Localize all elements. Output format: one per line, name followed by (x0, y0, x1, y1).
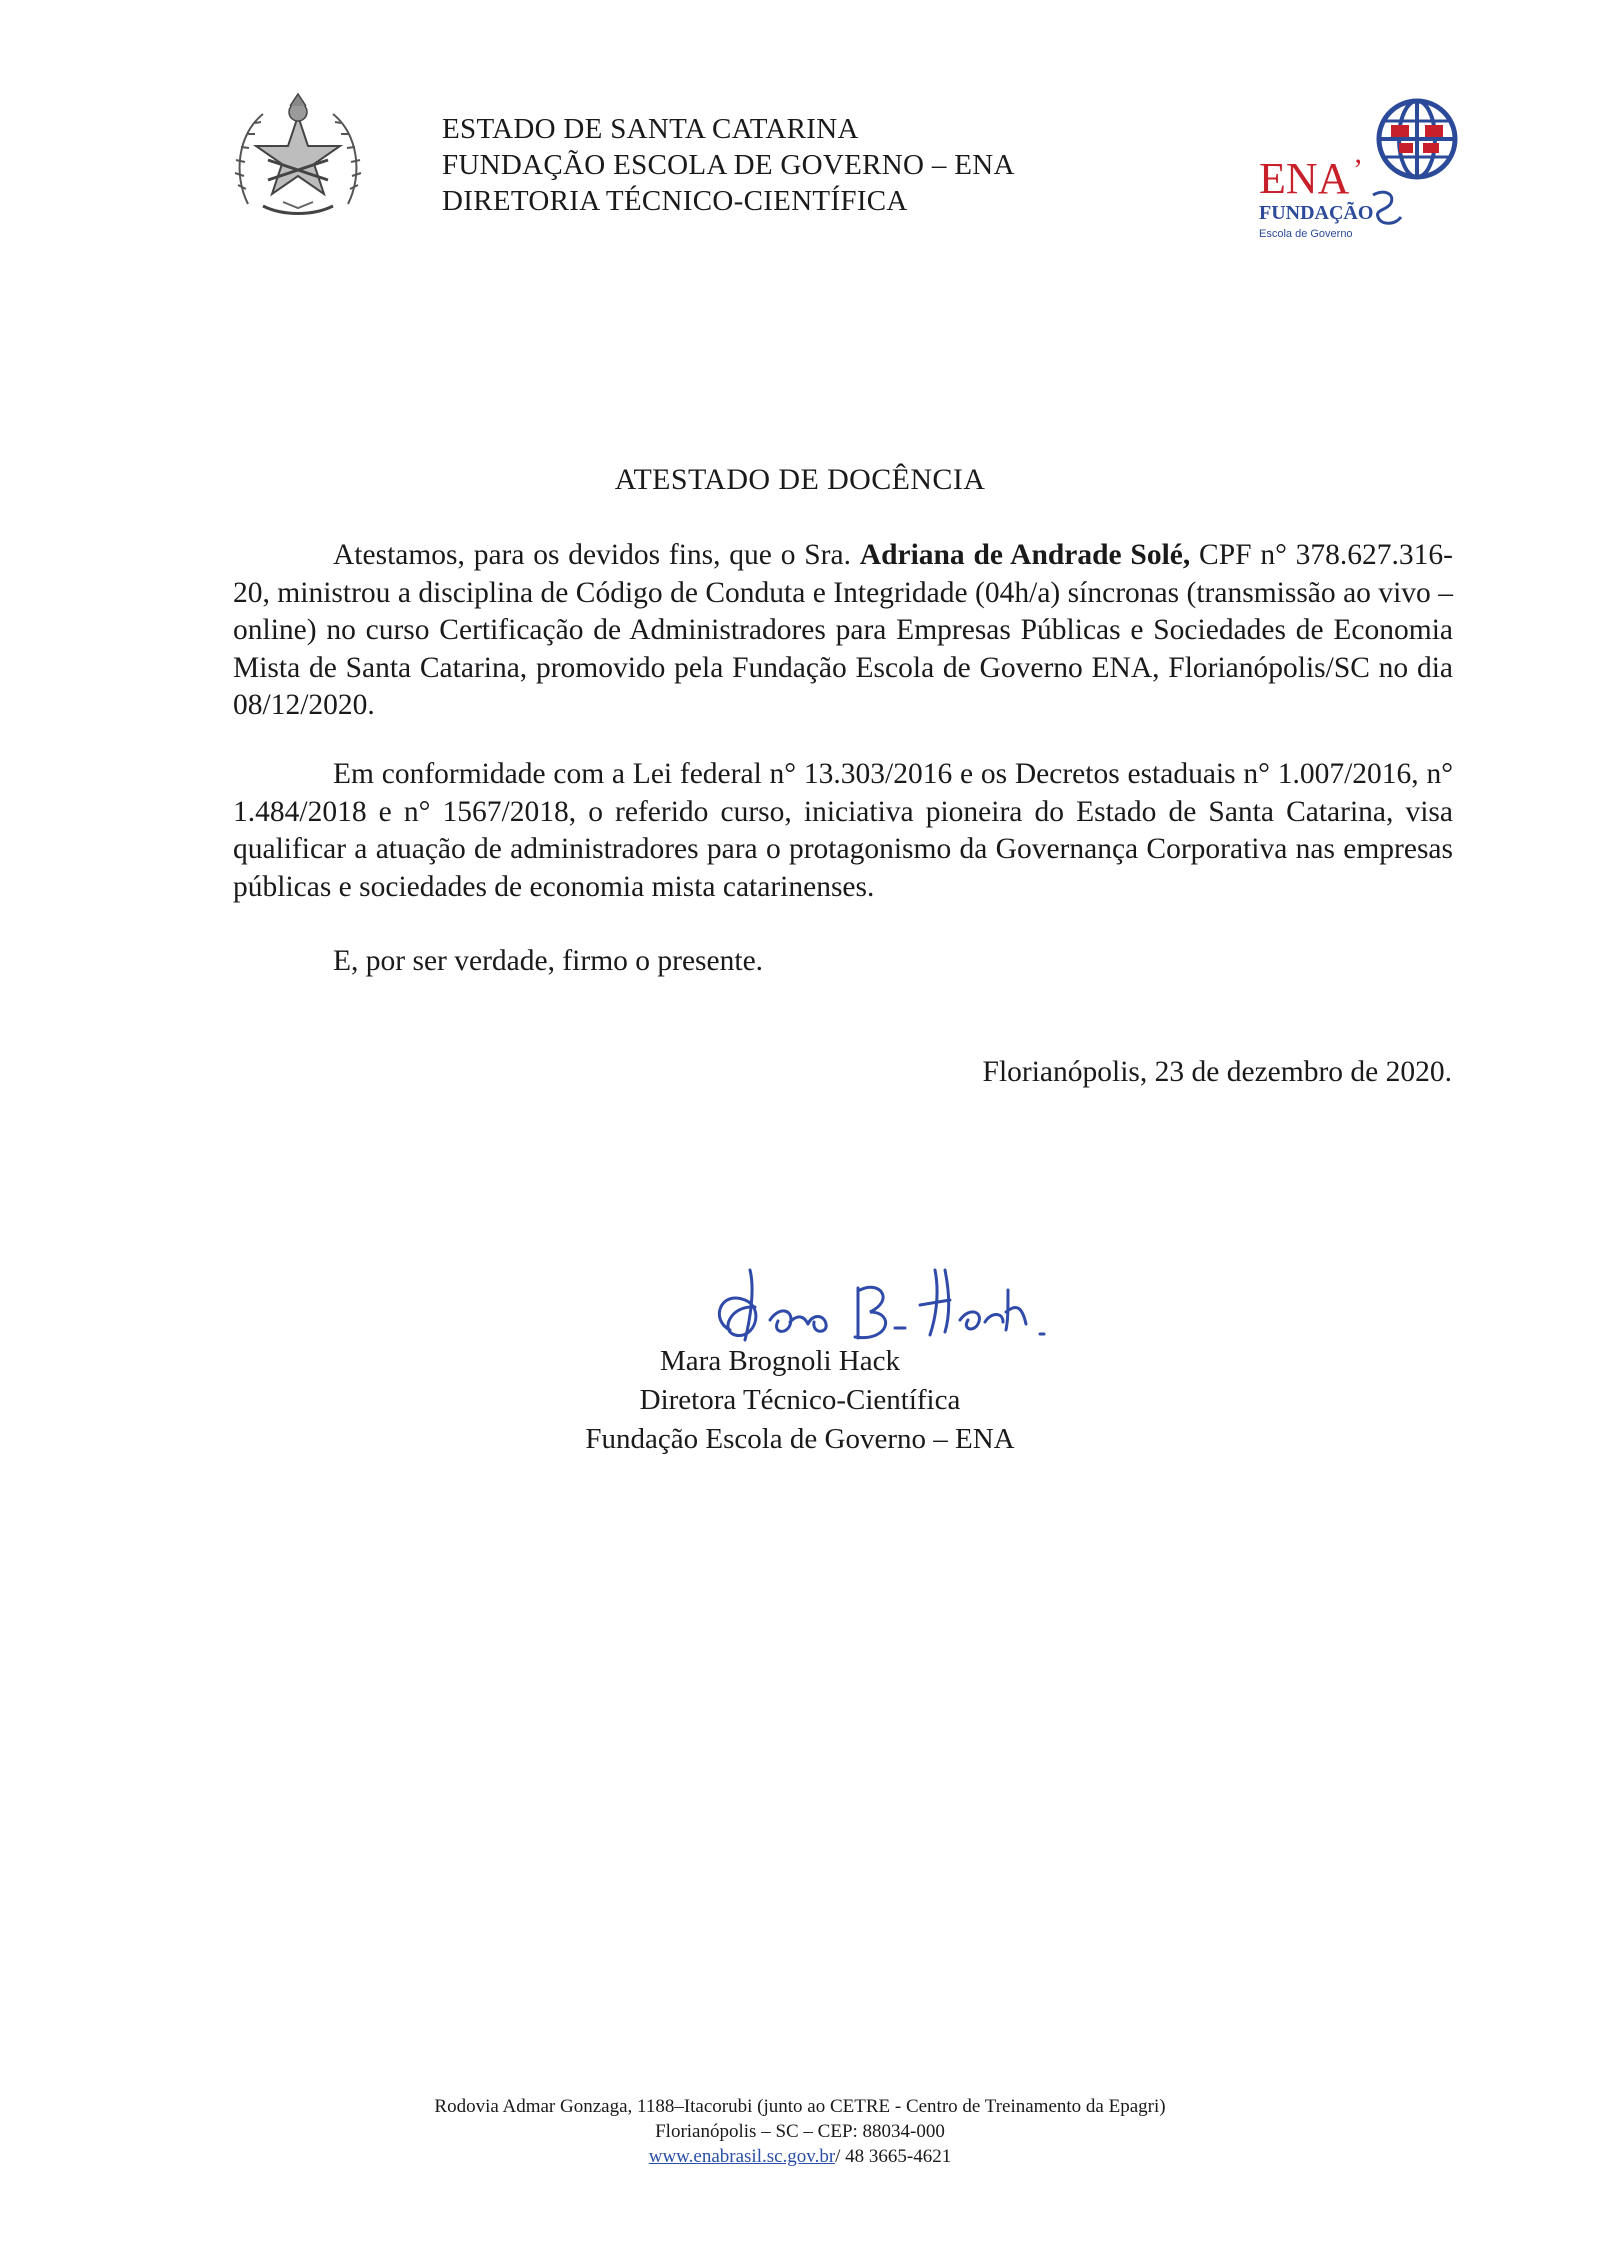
ena-foundation-logo (1255, 95, 1475, 245)
logo-fundacao-text: FUNDAÇÃO (1259, 202, 1374, 224)
p1-intro: Atestamos, para os devidos fins, que o Sra. (333, 539, 860, 571)
header-foundation: FUNDAÇÃO ESCOLA DE GOVERNO – ENA (442, 149, 1015, 181)
footer-address: Rodovia Admar Gonzaga, 1188–Itacorubi (junto ao CETRE - Centro de Treinamento da Epagri) (434, 2096, 1166, 2117)
signatory-organization: Fundação Escola de Governo – ENA (585, 1423, 1015, 1455)
footer-city: Florianópolis – SC – CEP: 88034-000 (655, 2121, 945, 2142)
header-directorate: DIRETORIA TÉCNICO-CIENTÍFICA (442, 185, 908, 217)
document-title: ATESTADO DE DOCÊNCIA (614, 463, 986, 496)
footer-contact (0, 2144, 1600, 2169)
body-paragraph-3 (233, 943, 1453, 981)
logo-ena-text: ENA (1259, 154, 1350, 203)
p2-text: Em conformidade com a Lei federal n° 13.303/2016 e os Decretos estaduais n° 1.007/2016, n° 1.484/2018 e n° 1567/2018, o referido curso, iniciativa pioneira do Estado de Santa Catarina, visa qualificar a atuação de administradores para o protagonismo da Governança Corporativa nas empresas públicas e sociedades de economia mista catarinenses. (233, 758, 1453, 903)
footer-phone: / 48 3665-4621 (835, 2146, 952, 2167)
body-paragraph-1 (233, 537, 1453, 725)
globe-icon (1379, 101, 1455, 177)
signatory-name: Mara Brognoli Hack (660, 1345, 900, 1377)
p1-details: CPF n° 378.627.316-20, ministrou a disciplina de Código de Conduta e Integridade (04h/a) síncronas (transmissão ao vivo – online) no curso Certificação de Administradores para Empresas Públicas e Sociedades de Economia Mista de Santa Catarina, promovido pela Fundação Escola de Governo ENA, Florianópolis/SC no dia 08/12/2020. (233, 539, 1453, 721)
header-state: ESTADO DE SANTA CATARINA (442, 113, 859, 145)
teacher-name: Adriana de Andrade Solé, (859, 539, 1191, 571)
signatory-role: Diretora Técnico-Científica (639, 1384, 961, 1416)
state-coat-of-arms-icon (228, 84, 368, 224)
body-paragraph-2 (233, 756, 1453, 906)
p3-text: E, por ser verdade, firmo o presente. (333, 945, 764, 977)
website-link[interactable]: www.enabrasil.sc.gov.br (648, 2146, 836, 2167)
logo-apostrophe: ’ (1353, 153, 1363, 186)
place-and-date: Florianópolis, 23 de dezembro de 2020. (982, 1056, 1452, 1088)
logo-escola-text: Escola de Governo (1259, 228, 1353, 240)
